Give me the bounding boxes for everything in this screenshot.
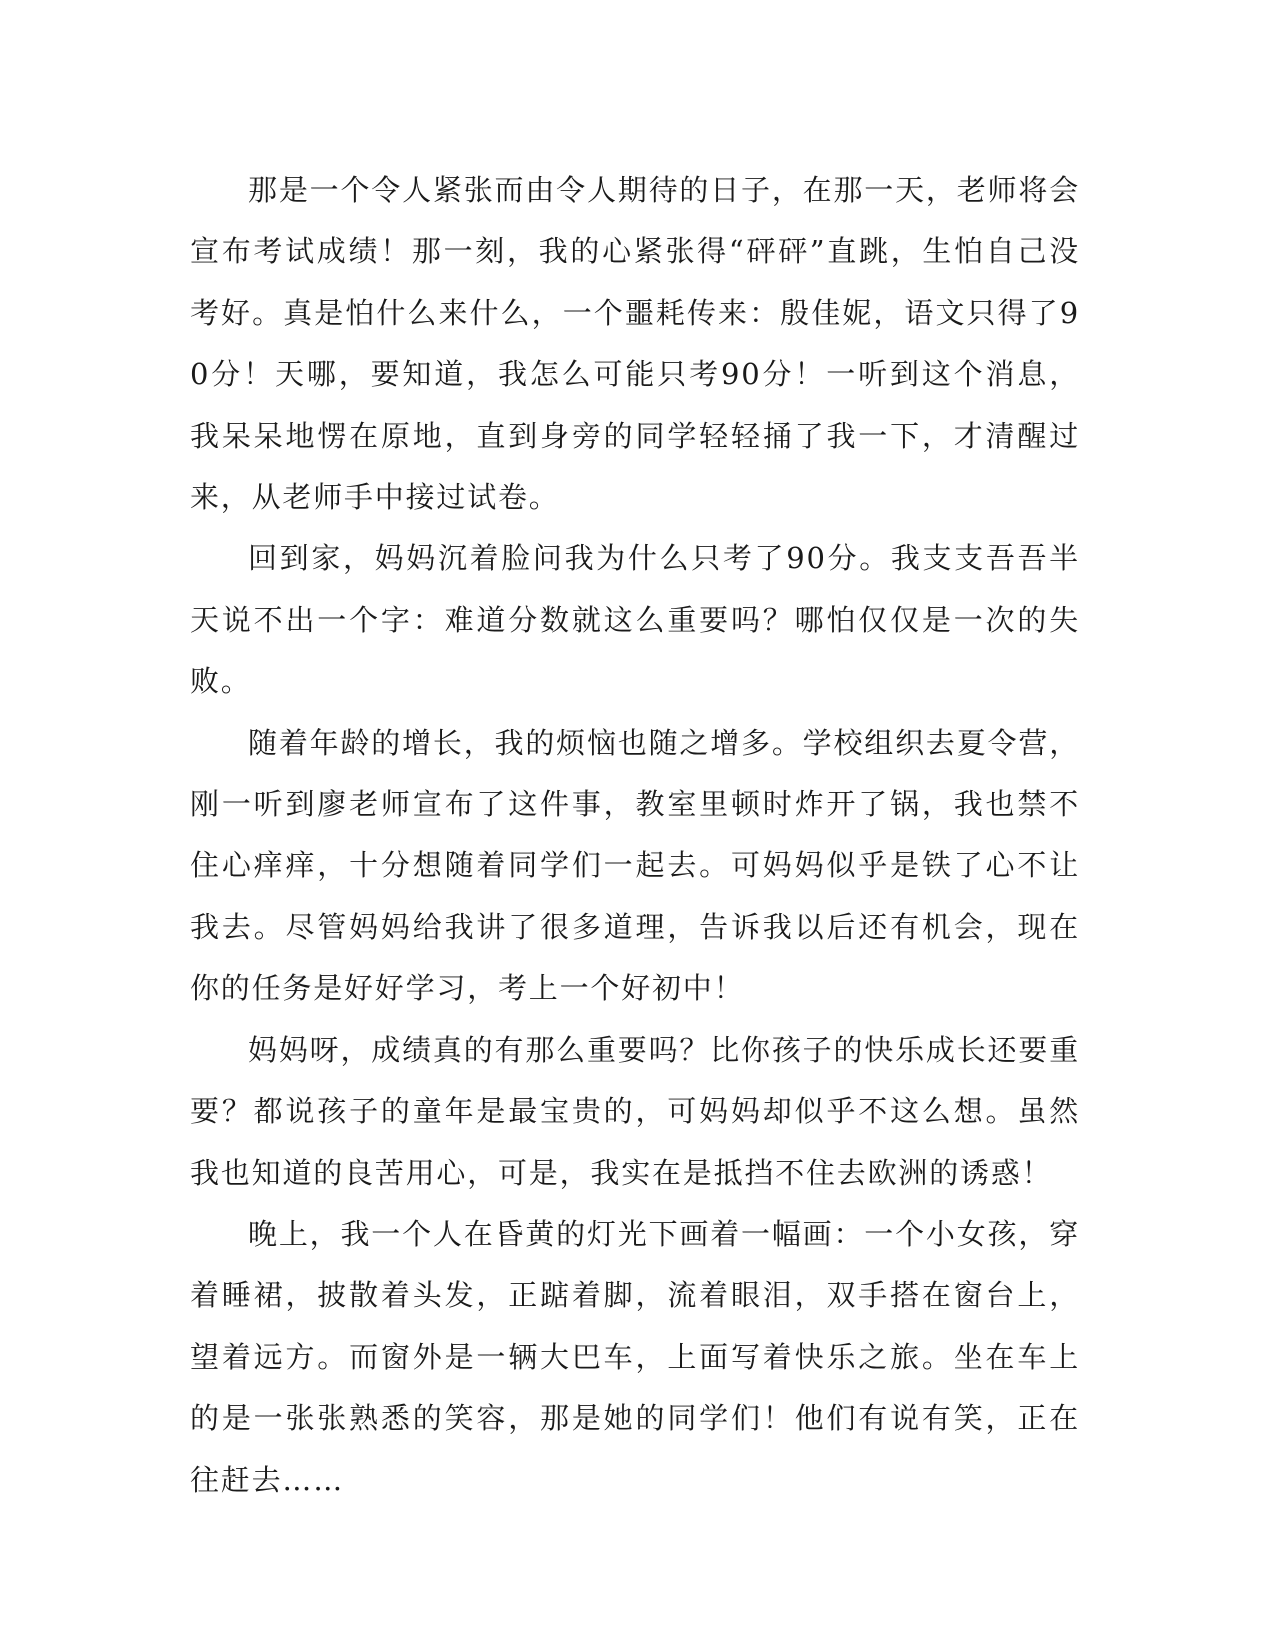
paragraph-summer-camp: 随着年龄的增长，我的烦恼也随之增多。学校组织去夏令营，刚一听到廖老师宣布了这件事，教室里顿时炸开了锅，我也禁不住心痒痒，十分想随着同学们一起去。可妈妈似乎是铁了心不让我去。尽管妈妈给我讲了很多道理，告诉我以后还有机会，现在你的任务是好好学习，考上一个好初中！ [190, 725, 1080, 1006]
paragraph-exam-results: 那是一个令人紧张而由令人期待的日子，在那一天，老师将会宣布考试成绩！那一刻，我的心紧张得“砰砰”直跳，生怕自己没考好。真是怕什么来什么，一个噩耗传来：殷佳妮，语文只得了90分！天哪，要知道，我怎么可能只考90分！一听到这个消息，我呆呆地愣在原地，直到身旁的同学轻轻捅了我一下，才清醒过来，从老师手中接过试卷。 [190, 173, 1080, 515]
paragraph-drawing: 晚上，我一个人在昏黄的灯光下画着一幅画：一个小女孩，穿着睡裙，披散着头发，正踮着脚，流着眼泪，双手搭在窗台上，望着远方。而窗外是一辆大巴车，上面写着快乐之旅。坐在车上的是一张张熟悉的笑容，那是她的同学们！他们有说有笑，正在往赶去…… [190, 1216, 1080, 1497]
paragraph-home: 回到家，妈妈沉着脸问我为什么只考了90分。我支支吾吾半天说不出一个字：难道分数就这么重要吗？哪怕仅仅是一次的失败。 [190, 541, 1080, 699]
paragraph-question-mother: 妈妈呀，成绩真的有那么重要吗？比你孩子的快乐成长还要重要？都说孩子的童年是最宝贵的，可妈妈却似乎不这么想。虽然我也知道的良苦用心，可是，我实在是抵挡不住去欧洲的诱惑！ [190, 1032, 1080, 1190]
document-body [190, 160, 1080, 1511]
